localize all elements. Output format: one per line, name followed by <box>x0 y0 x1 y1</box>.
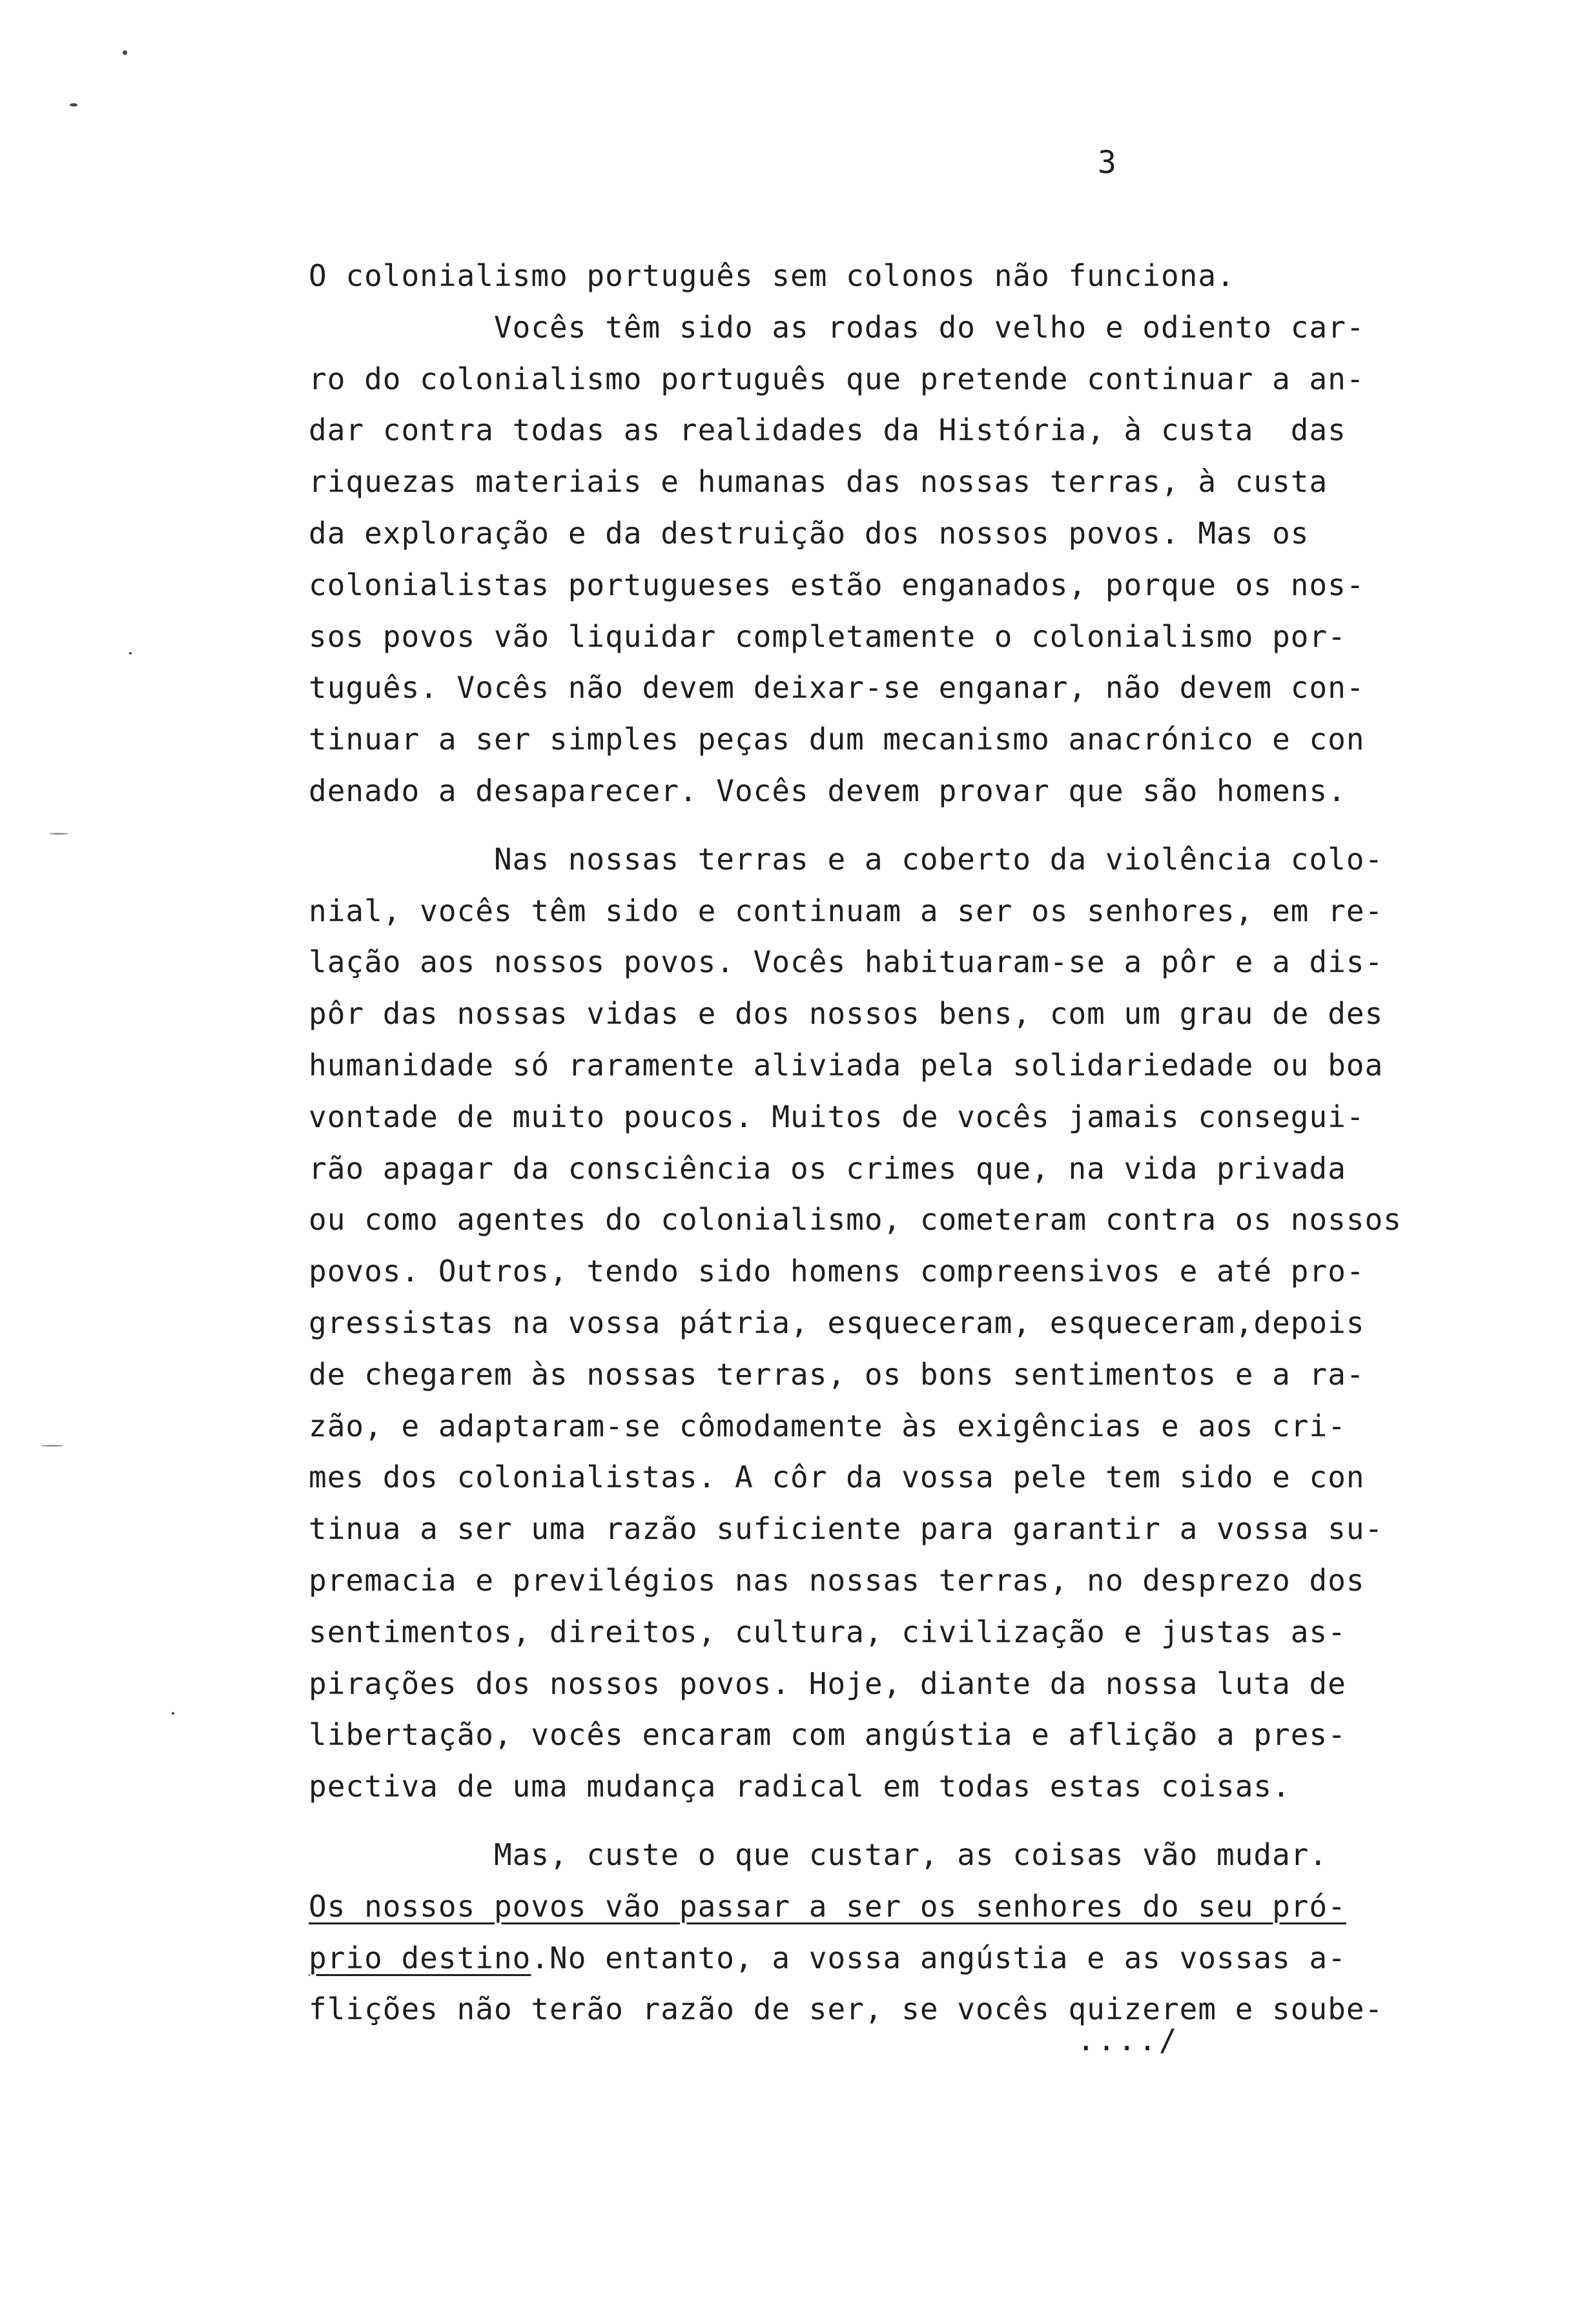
letter-body <box>309 250 1535 2035</box>
text-line-underlined <box>309 1881 1535 1933</box>
scan-speck <box>123 50 127 55</box>
text-line: colonialistas portugueses estão enganados, porque os nos- <box>309 567 1365 602</box>
scan-speck <box>70 103 77 107</box>
text-line: rão apagar da consciência os crimes que, na vida privada <box>309 1150 1346 1186</box>
scan-speck <box>129 652 132 655</box>
text-line: ro do colonialismo português que pretende continuar a an- <box>309 361 1365 396</box>
text-line: sentimentos, direitos, cultura, civilização e justas as- <box>309 1614 1346 1649</box>
text-line: tinua a ser uma razão suficiente para garantir a vossa su- <box>309 1511 1384 1547</box>
text-line <box>309 1933 1535 1984</box>
text-line: O colonialismo português sem colonos não funciona. <box>309 258 1235 293</box>
scan-speck <box>41 1445 63 1447</box>
text-line: tuguês. Vocês não devem deixar-se enganar, não devem con- <box>309 670 1365 706</box>
text-line: pectiva de uma mudança radical em todas estas coisas. <box>309 1769 1291 1804</box>
text-line: pirações dos nossos povos. Hoje, diante da nossa luta de <box>309 1666 1346 1701</box>
paragraph-gap <box>309 817 1535 834</box>
text-line: pôr das nossas vidas e dos nossos bens, com um grau de des <box>309 996 1384 1032</box>
text-line: nial, vocês têm sido e continuam a ser os senhores, em re- <box>309 893 1384 928</box>
scan-speck <box>172 1712 174 1715</box>
text-line: gressistas na vossa pátria, esqueceram, esqueceram,depois <box>309 1305 1365 1340</box>
text-line: tinuar a ser simples peças dum mecanismo anacrónico e con <box>309 722 1365 757</box>
text-line: premacia e previlégios nas nossas terras, no desprezo dos <box>309 1562 1365 1598</box>
text-line: Vocês têm sido as rodas do velho e odiento car- <box>309 309 1365 345</box>
scan-speck <box>49 833 68 835</box>
text-line: Nas nossas terras e a coberto da violência colo- <box>309 841 1384 877</box>
text-line: humanidade só raramente aliviada pela solidariedade ou boa <box>309 1047 1384 1083</box>
text-line: zão, e adaptaram-se cômodamente às exigências e aos cri- <box>309 1408 1346 1443</box>
text-line: flições não terão razão de ser, se vocês quizerem e soube- <box>309 1992 1384 2027</box>
continuation-mark: ..../ <box>1077 2023 1180 2057</box>
text-line: libertação, vocês encaram com angústia e aflição a pres- <box>309 1717 1346 1753</box>
text-line: dar contra todas as realidades da História, à custa das <box>309 413 1346 448</box>
text-line: Mas, custe o que custar, as coisas vão mudar. <box>309 1837 1328 1872</box>
text-line: mes dos colonialistas. A côr da vossa pele tem sido e con <box>309 1460 1365 1495</box>
text-line: denado a desaparecer. Vocês devem provar que são homens. <box>309 773 1346 808</box>
text-line: da exploração e da destruição dos nossos povos. Mas os <box>309 515 1309 551</box>
text-line: lação aos nossos povos. Vocês habituaram-se a pôr e a dis- <box>309 944 1384 980</box>
underlined-phrase: Os nossos povos vão passar a ser os senhores do seu pró- <box>309 1888 1346 1924</box>
paragraph-gap <box>309 1813 1535 1830</box>
text-fragment: .No entanto, a vossa angústia e as vossas a- <box>531 1940 1346 1975</box>
text-line: sos povos vão liquidar completamente o colonialismo por- <box>309 618 1346 654</box>
page-number: 3 <box>1098 145 1116 181</box>
text-line: riquezas materiais e humanas das nossas terras, à custa <box>309 464 1328 500</box>
text-line: povos. Outros, tendo sido homens compreensivos e até pro- <box>309 1254 1365 1289</box>
text-line: vontade de muito poucos. Muitos de vocês jamais consegui- <box>309 1099 1365 1134</box>
underlined-phrase: prio destino <box>309 1940 531 1975</box>
text-line: ou como agentes do colonialismo, cometeram contra os nossos <box>309 1202 1402 1238</box>
text-line: de chegarem às nossas terras, os bons sentimentos e a ra- <box>309 1356 1365 1392</box>
